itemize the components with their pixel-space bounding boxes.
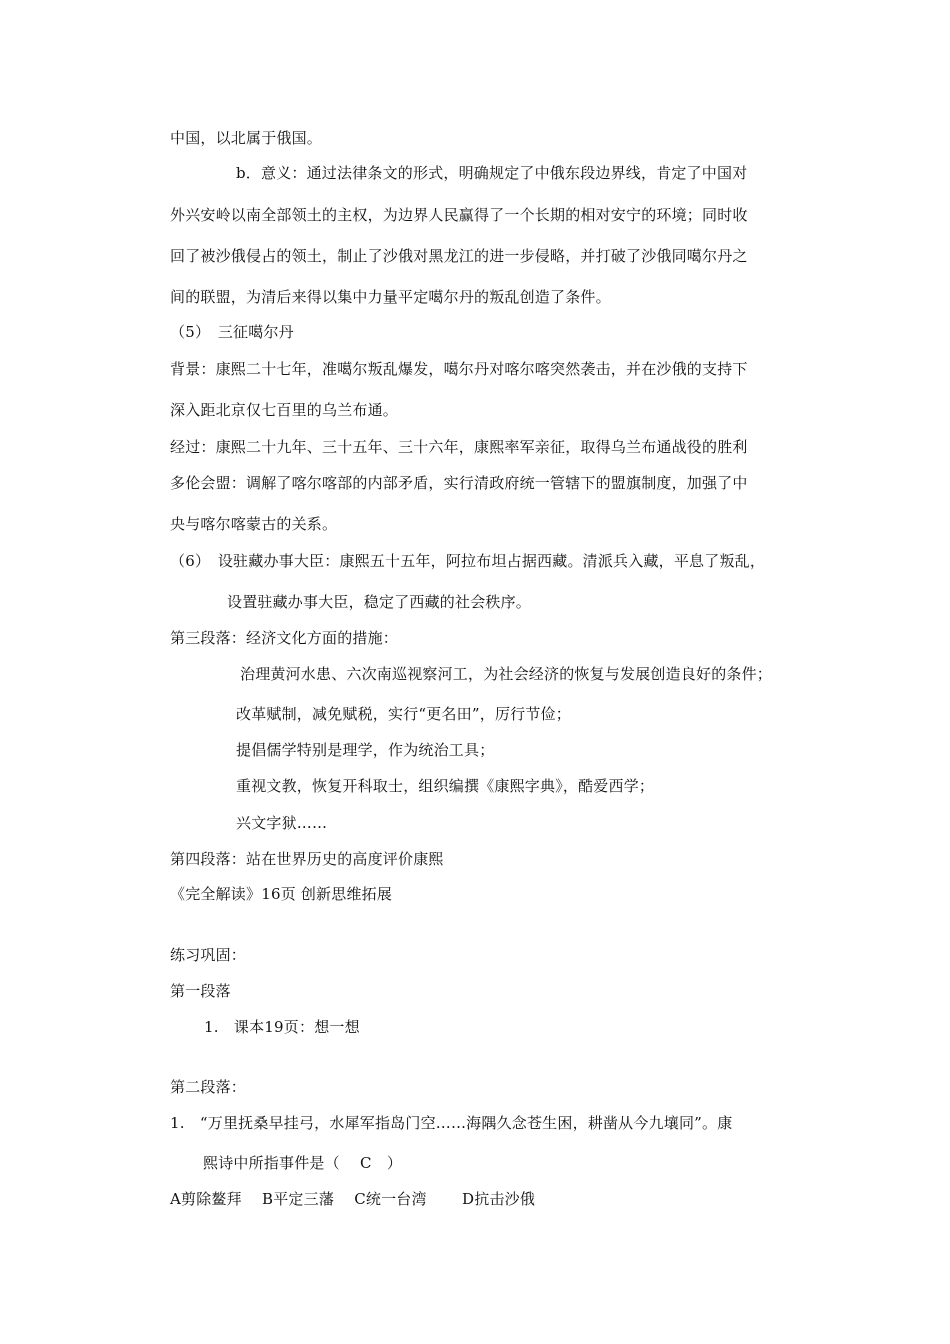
section-heading: 第二段落： — [170, 1078, 247, 1096]
text-line: b．意义：通过法律条文的形式，明确规定了中俄东段边界线，肯定了中国对 — [236, 164, 748, 182]
question-text: 熙诗中所指事件是（ C ） — [203, 1154, 403, 1172]
list-item: 兴文字狱…… — [236, 814, 328, 832]
text-line: 央与喀尔喀蒙古的关系。 — [170, 515, 338, 533]
list-item: 1. 课本19页：想一想 — [204, 1018, 360, 1036]
text-line: 回了被沙俄侵占的领土，制止了沙俄对黑龙江的进一步侵略，并打破了沙俄同噶尔丹之 — [170, 247, 748, 265]
text-line: 多伦会盟：调解了喀尔喀部的内部矛盾，实行清政府统一管辖下的盟旗制度，加强了中 — [170, 474, 748, 492]
section-heading: （5） 三征噶尔丹 — [170, 323, 294, 341]
list-item: 提倡儒学特别是理学，作为统治工具； — [236, 741, 495, 759]
text-line: 外兴安岭以南全部领土的主权，为边界人民赢得了一个长期的相对安宁的环境；同时收 — [170, 206, 748, 224]
text-line: 背景：康熙二十七年，准噶尔叛乱爆发，噶尔丹对喀尔喀突然袭击，并在沙俄的支持下 — [170, 360, 748, 378]
text-line: 经过：康熙二十九年、三十五年、三十六年，康熙率军亲征，取得乌兰布通战役的胜利 — [170, 438, 748, 456]
list-item: 改革赋制，减免赋税，实行“更名田”，厉行节俭； — [236, 705, 571, 723]
text-line: 间的联盟，为清后来得以集中力量平定噶尔丹的叛乱创造了条件。 — [170, 288, 611, 306]
text-line: 深入距北京仅七百里的乌兰布通。 — [170, 401, 399, 419]
text-line: 设置驻藏办事大臣，稳定了西藏的社会秩序。 — [227, 593, 532, 611]
section-heading: 第三段落：经济文化方面的措施： — [170, 629, 399, 647]
section-heading: 第一段落 — [170, 982, 231, 1000]
text-line: 《完全解读》16页 创新思维拓展 — [170, 885, 393, 903]
section-heading: 第四段落：站在世界历史的高度评价康熙 — [170, 850, 444, 868]
answer-options: A剪除鳌拜 B平定三藩 C统一台湾 D抗击沙俄 — [170, 1190, 536, 1208]
list-item: 重视文教，恢复开科取士，组织编撰《康熙字典》，酷爱西学； — [236, 777, 655, 795]
question-text: 1. “万里抚桑早挂弓，水犀军指岛门空……海隅久念苍生困，耕凿从今九壤同”。康 — [170, 1114, 733, 1132]
list-item: 治理黄河水患、六次南巡视察河工，为社会经济的恢复与发展创造良好的条件； — [240, 665, 773, 683]
section-heading: （6） 设驻藏办事大臣：康熙五十五年，阿拉布坦占据西藏。清派兵入藏，平息了叛乱， — [170, 552, 766, 570]
text-line: 中国，以北属于俄国。 — [170, 129, 323, 147]
section-heading: 练习巩固： — [170, 946, 247, 964]
